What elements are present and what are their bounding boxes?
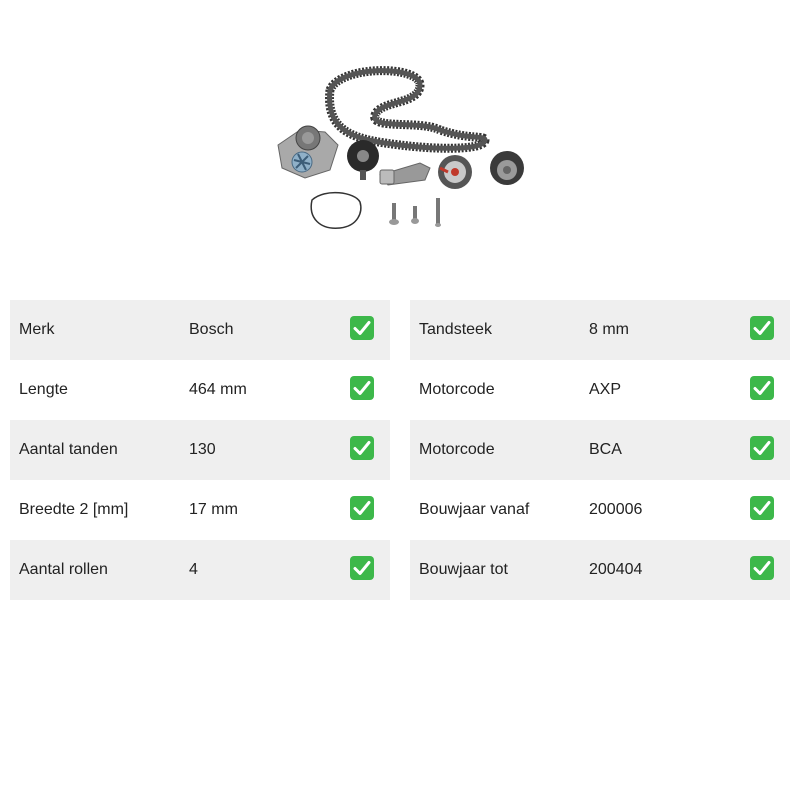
- spec-value: Bosch: [189, 321, 234, 338]
- check-mark-icon: [750, 376, 774, 400]
- table-row: [410, 360, 790, 420]
- check-mark-icon: [750, 556, 774, 580]
- check-mark-icon: [350, 436, 374, 460]
- spec-value: 8 mm: [589, 321, 629, 338]
- spec-value: 4: [189, 561, 198, 578]
- spec-label: Aantal rollen: [19, 561, 108, 578]
- check-mark-icon: [350, 316, 374, 340]
- check-mark-icon: [350, 496, 374, 520]
- spec-value: 130: [189, 441, 216, 458]
- table-row: [10, 420, 390, 480]
- table-row: [10, 480, 390, 540]
- table-row: [410, 300, 790, 360]
- spec-value: BCA: [589, 441, 622, 458]
- spec-label: Bouwjaar tot: [419, 561, 508, 578]
- spec-label: Lengte: [19, 381, 68, 398]
- spec-label: Motorcode: [419, 441, 495, 458]
- check-mark-icon: [750, 496, 774, 520]
- table-row: [10, 300, 390, 360]
- spec-value: 464 mm: [189, 381, 247, 398]
- spec-label: Merk: [19, 321, 55, 338]
- table-row: [10, 360, 390, 420]
- table-row: [410, 540, 790, 600]
- check-mark-icon: [750, 316, 774, 340]
- spec-value: 200404: [589, 561, 643, 578]
- check-mark-icon: [350, 376, 374, 400]
- spec-label: Motorcode: [419, 381, 495, 398]
- check-mark-icon: [350, 556, 374, 580]
- table-row: [410, 420, 790, 480]
- table-row: [410, 480, 790, 540]
- spec-table-right: [410, 300, 790, 600]
- spec-label: Breedte 2 [mm]: [19, 501, 129, 518]
- table-row: [10, 540, 390, 600]
- spec-label: Tandsteek: [419, 321, 492, 338]
- spec-label: Aantal tanden: [19, 441, 118, 458]
- spec-label: Bouwjaar vanaf: [419, 501, 530, 518]
- spec-value: AXP: [589, 381, 622, 398]
- spec-value: 17 mm: [189, 501, 238, 518]
- product-image: [270, 60, 530, 240]
- spec-table-left: [10, 300, 390, 600]
- check-mark-icon: [750, 436, 774, 460]
- spec-value: 200006: [589, 501, 643, 518]
